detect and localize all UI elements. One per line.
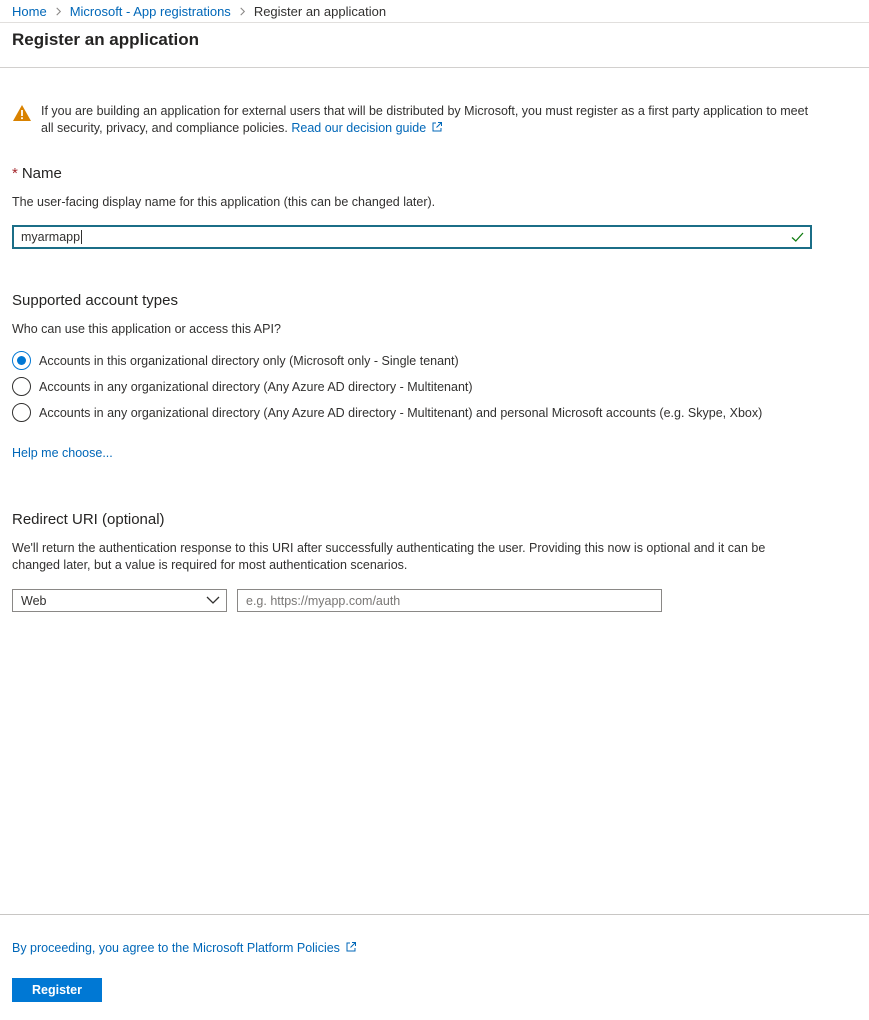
account-type-option-label: Accounts in any organizational directory (Any Azure AD directory - Multitenant) xyxy=(39,379,473,394)
warning-icon xyxy=(12,104,32,122)
required-marker: * xyxy=(12,165,18,182)
external-link-icon xyxy=(345,941,357,953)
text-cursor xyxy=(81,230,82,244)
footer-divider xyxy=(0,914,869,915)
account-type-option-multitenant[interactable] xyxy=(12,377,473,396)
redirect-uri-help-text: We'll return the authentication response to this URI after successfully authenticating the user. Providing this now is optional and it can be changed later, but a value is required for most authentication scenarios. xyxy=(12,541,766,572)
warning-text: If you are building an application for external users that will be distributed by Microsoft, you must register as a first party application to meet all security, privacy, and compliance policies. xyxy=(41,104,809,135)
name-input-value: myarmapp xyxy=(21,230,81,244)
redirect-uri-label: Redirect URI (optional) xyxy=(12,511,165,528)
title-divider xyxy=(0,67,869,68)
page-title: Register an application xyxy=(12,30,200,49)
external-link-icon xyxy=(431,121,443,133)
help-me-choose-link[interactable]: Help me choose... xyxy=(12,446,113,460)
chevron-right-icon xyxy=(238,7,247,16)
account-types-question: Who can use this application or access this API? xyxy=(12,322,281,336)
platform-select[interactable] xyxy=(12,589,227,612)
name-input[interactable] xyxy=(12,225,812,249)
breadcrumb-home-link[interactable]: Home xyxy=(12,3,47,19)
name-help-text: The user-facing display name for this application (this can be changed later). xyxy=(12,195,436,209)
warning-banner xyxy=(12,103,812,137)
account-types-label: Supported account types xyxy=(12,292,178,309)
chevron-down-icon xyxy=(206,595,220,605)
checkmark-icon xyxy=(791,231,804,243)
redirect-uri-input[interactable] xyxy=(237,589,662,612)
platform-select-value: Web xyxy=(21,593,47,608)
warning-message xyxy=(41,103,812,137)
radio-button[interactable] xyxy=(12,377,31,396)
breadcrumb-app-registrations-link[interactable]: Microsoft - App registrations xyxy=(69,3,231,19)
name-label-text: Name xyxy=(21,165,62,182)
account-type-option-multitenant-personal[interactable] xyxy=(12,403,762,422)
account-type-option-single-tenant[interactable] xyxy=(12,351,459,370)
name-label xyxy=(12,165,62,182)
register-button[interactable]: Register xyxy=(12,978,102,1002)
decision-guide-label: Read our decision guide xyxy=(291,121,427,135)
account-type-option-label: Accounts in this organizational directory only (Microsoft only - Single tenant) xyxy=(39,353,459,368)
breadcrumb-current: Register an application xyxy=(253,3,387,19)
platform-policies-link[interactable] xyxy=(12,941,357,955)
radio-button-selected[interactable] xyxy=(12,351,31,370)
account-type-option-label: Accounts in any organizational directory (Any Azure AD directory - Multitenant) and personal Microsoft accounts (e.g. Skype, Xbox) xyxy=(39,405,763,420)
chevron-right-icon xyxy=(54,7,63,16)
radio-button[interactable] xyxy=(12,403,31,422)
decision-guide-link[interactable] xyxy=(291,121,443,135)
breadcrumb xyxy=(0,0,869,22)
breadcrumb-divider xyxy=(0,22,869,23)
platform-policies-label: By proceeding, you agree to the Microsoft Platform Policies xyxy=(12,941,340,955)
